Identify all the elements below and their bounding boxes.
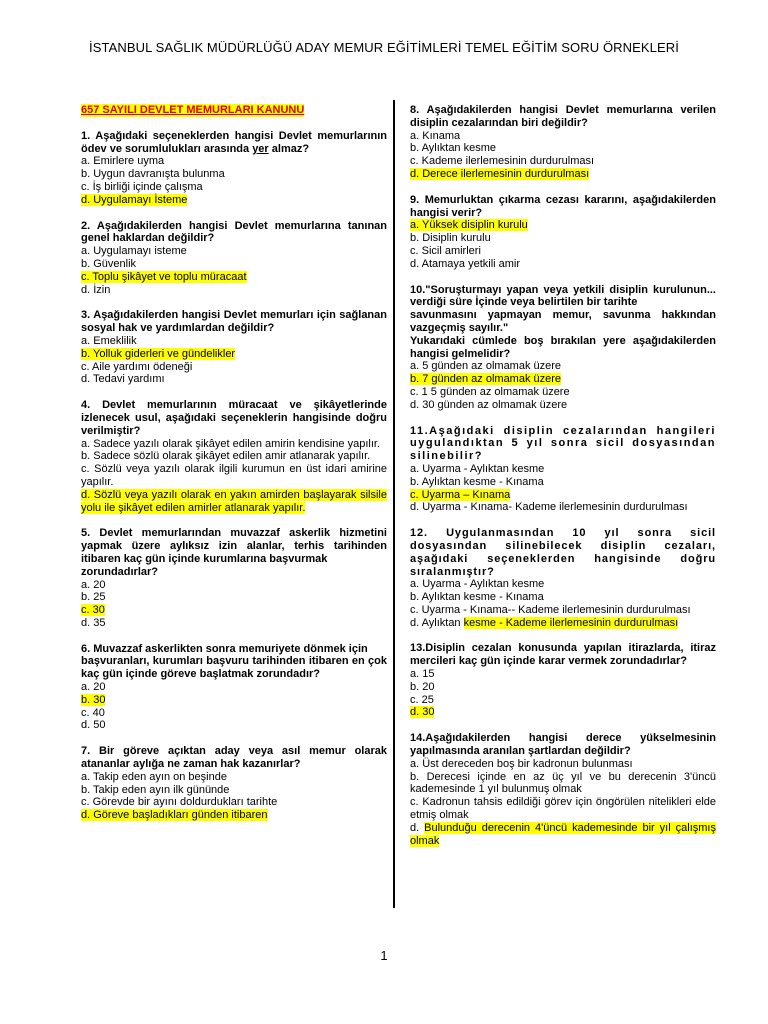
option-b: [81, 694, 387, 707]
question-text: 12. Uygulanmasından 10 yıl sonra sicil dosyasından silinebilecek disiplin cezaları, aşağıdaki seçeneklerden hangisinde doğru sıralanmıştır?: [410, 527, 716, 578]
option-b: b. Uygun davranışta bulunma: [81, 168, 225, 181]
question-11: [410, 425, 716, 515]
question-6: [81, 643, 387, 733]
option-c: c. Sözlü veya yazılı olarak ilgili kurumun en üst idari amirine yapılır.: [81, 463, 387, 488]
option-d: d. 35: [81, 616, 106, 629]
option-c: c. Kademe ilerlemesinin durdurulması: [410, 155, 595, 168]
question-10: [410, 284, 716, 412]
option-b: b. Güvenlik: [81, 257, 137, 270]
right-column: [410, 104, 716, 860]
question-text-cont: Yukarıdaki cümlede boş bırakılan yere aşağıdakilerden hangisi gelmelidir?: [410, 334, 716, 360]
correct-answer-highlight: b. 30: [81, 693, 106, 706]
option-c: c. İş birliği içinde çalışma: [81, 180, 203, 193]
option-b: b. Aylıktan kesme - Kınama: [410, 475, 544, 488]
correct-answer-highlight: kesme - Kademe ilerlemesinin durdurulması: [463, 616, 679, 629]
question-text: 5. Devlet memurlarından muvazzaf askerlik hizmetini yapmak üzere aylıksız izin alanlar, terhis tarihinden itibaren kaç gün içinde kurumlarına başvurmak: [81, 527, 387, 565]
option-b: [410, 373, 716, 386]
option-a: a. Kınama: [410, 129, 461, 142]
option-d: d. Atamaya yetkili amir: [410, 257, 521, 270]
option-a: a. Uygulamayı isteme: [81, 245, 187, 258]
question-3: [81, 309, 387, 386]
question-text: 13.Disiplin cezalan konusunda yapılan itirazlarda, itiraz mercileri kaç gün içinde karar vermek zorundadırlar?: [410, 642, 716, 668]
section-title: 657 SAYILI DEVLET MEMURLARI KANUNU: [81, 104, 305, 116]
option-c: c. Görevde bir ayını doldurdukları tarihte: [81, 796, 278, 809]
question-text: 3. Aşağıdakilerden hangisi Devlet memurları için sağlanan sosyal hak ve yardımlardan değildir?: [81, 309, 387, 335]
option-a: a. 20: [81, 578, 106, 591]
option-a: a. Emirlere uyma: [81, 155, 165, 168]
correct-answer-highlight: b. Yolluk giderleri ve gündelikler: [81, 347, 236, 360]
correct-answer-highlight: d. Uygulamayı İsteme: [81, 193, 188, 206]
question-text-cont: savunmasını yapmayan memur, savunma hakkından vazgeçmiş sayılır.": [410, 309, 716, 334]
option-c: [81, 271, 387, 284]
question-text: 10."Soruşturmayı yapan veya yetkili disiplin kurulunun... verdiği süre İçinde veya belirtilen bir tarihte: [410, 283, 716, 309]
option-d: [410, 168, 716, 181]
column-divider: [393, 100, 395, 908]
option-b: b. 20: [410, 680, 435, 693]
question-text: 9. Memurluktan çıkarma cezası kararını, aşağıdakilerden hangisi verir?: [410, 193, 716, 219]
question-5: [81, 527, 387, 629]
correct-answer-highlight: d. 30: [410, 706, 435, 719]
option-a: a. Takip eden ayın on beşinde: [81, 770, 227, 783]
option-d: d. Uyarma - Kınama- Kademe ilerlemesinin durdurulması: [410, 501, 688, 514]
option-b: b. 25: [81, 591, 106, 604]
option-b: b. Disiplin kurulu: [410, 232, 491, 245]
option-c: c. 1 5 günden az olmamak üzere: [410, 385, 570, 398]
correct-answer-highlight: c. Toplu şikâyet ve toplu müracaat: [81, 270, 247, 283]
option-a: a. 20: [81, 681, 106, 694]
option-b: b. Sadece sözlü olarak şikâyet edilen amir atlanarak yapılır.: [81, 450, 371, 463]
question-2: [81, 220, 387, 297]
page-number: 1: [380, 948, 388, 963]
question-13: [410, 642, 716, 719]
question-8: [410, 104, 716, 181]
question-9: [410, 194, 716, 271]
option-d: d. Tedavi yardımı: [81, 373, 165, 386]
correct-answer-highlight: Bulunduğu derecenin 4'üncü kademesinde bir yıl çalışmış olmak: [410, 821, 716, 847]
option-c: c. Uyarma - Kınama-- Kademe ilerlemesinin durdurulması: [410, 603, 691, 616]
question-text-cont: zorundadırlar?: [81, 565, 159, 578]
option-d: [81, 194, 387, 207]
option-d: d. Bulunduğu derecenin 4'üncü kademesinde bir yıl çalışmış olmak: [410, 821, 716, 847]
option-a: a. Uyarma - Aylıktan kesme: [410, 578, 545, 591]
option-d: d. 50: [81, 719, 106, 732]
correct-answer-highlight: d. Derece ilerlemesinin durdurulması: [410, 167, 590, 180]
option-d: [81, 809, 387, 822]
option-d: d. Aylıktan kesme - Kademe ilerlemesinin durdurulması: [410, 616, 679, 629]
question-text: 14.Aşağıdakilerden hangisi derece yükselmesinin yapılmasında aranılan şartlardan değildir?: [410, 732, 716, 758]
option-a: a. 15: [410, 668, 435, 681]
option-d: [410, 706, 716, 719]
option-b: b. Aylıktan kesme: [410, 142, 497, 155]
option-d: d. 30 günden az olmamak üzere: [410, 398, 568, 411]
question-text: 4. Devlet memurlarının müracaat ve şikâyetlerinde izlenecek usul, aşağıdaki seçeneklerin hangisinde doğru verilmiştir?: [81, 399, 387, 437]
correct-answer-highlight: c. 30: [81, 604, 105, 617]
option-a: a. Sadece yazılı olarak şikâyet edilen amirin kendisine yapılır.: [81, 437, 380, 450]
question-text: 1. Aşağıdaki seçeneklerden hangisi Devlet memurlarının ödev ve sorumlulukları arasında yer almaz?: [81, 129, 387, 155]
option-a: [410, 219, 716, 232]
correct-answer-highlight: c. Uyarma – Kınama: [410, 488, 511, 501]
option-a: a. Uyarma - Aylıktan kesme: [410, 462, 545, 475]
question-text: 2. Aşağıdakilerden hangisi Devlet memurlarına tanınan genel haklardan değildir?: [81, 219, 387, 245]
question-text: 6. Muvazzaf askerlikten sonra memuriyete dönmek için: [81, 642, 368, 655]
option-a: a. Emeklilik: [81, 334, 137, 347]
question-7: [81, 745, 387, 822]
question-text: 7. Bir göreve açıktan aday veya asıl memur olarak atananlar aylığa ne zaman hak kazanırlar?: [81, 745, 387, 771]
question-text: 11.Aşağıdaki disiplin cezalarından hangileri uygulandıktan 5 yıl sonra sicil dosyasından silinebilir?: [410, 424, 716, 463]
option-c: c. Sicil amirleri: [410, 244, 481, 257]
correct-answer-highlight: b. 7 günden az olmamak üzere: [410, 373, 562, 386]
option-b: b. Takip eden ayın ilk gününde: [81, 783, 230, 796]
option-d: d. İzin: [81, 283, 111, 296]
question-1: [81, 130, 387, 207]
correct-answer-highlight: a. Yüksek disiplin kurulu: [410, 219, 528, 232]
option-a: a. 5 günden az olmamak üzere: [410, 360, 562, 373]
option-d: [81, 489, 387, 515]
question-text-cont: başvuranları, kurumları başvuru tarihinden itibaren en çok kaç gün içinde göreve başlatmak zorundadır?: [81, 655, 387, 681]
option-a: a. Üst dereceden boş bir kadronun bulunması: [410, 757, 633, 770]
option-c: [81, 604, 387, 617]
option-c: c. 25: [410, 693, 434, 706]
option-c: [410, 489, 716, 502]
option-c: c. 40: [81, 706, 105, 719]
option-b: [81, 348, 387, 361]
question-14: [410, 732, 716, 847]
correct-answer-highlight: d. Göreve başladıkları günden itibaren: [81, 809, 268, 822]
option-c: c. Kadronun tahsis edildiği görev için öngörülen nitelikleri elde etmiş olmak: [410, 796, 716, 822]
document-header: İSTANBUL SAĞLIK MÜDÜRLÜĞÜ ADAY MEMUR EĞİTİMLERİ TEMEL EĞİTİM SORU ÖRNEKLERİ: [89, 40, 679, 55]
question-4: [81, 399, 387, 514]
question-text: 8. Aşağıdakilerden hangisi Devlet memurlarına verilen disiplin cezalarından biri değildir?: [410, 104, 716, 129]
option-b: b. Derecesi içinde en az üç yıl ve bu derecenin 3'üncü kademesinde 1 yıl bulunmuş olmak: [410, 770, 716, 796]
correct-answer-highlight: d. Sözlü veya yazılı olarak en yakın amirden başlayarak silsile yolu ile şikâyet edilen amirler atlanarak yapılır.: [81, 488, 387, 514]
question-12: [410, 527, 716, 629]
option-b: b. Aylıktan kesme - Kınama: [410, 591, 544, 604]
left-column: [81, 104, 387, 835]
option-c: c. Aile yardımı ödeneği: [81, 360, 193, 373]
